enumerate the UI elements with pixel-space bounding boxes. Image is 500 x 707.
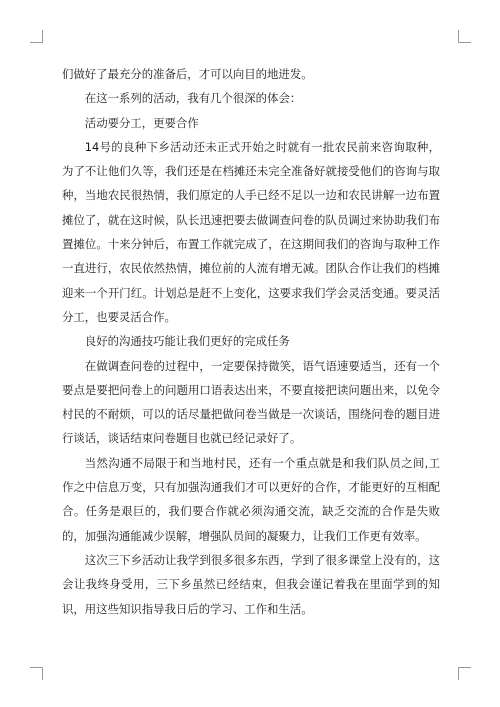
paragraph-teamwork: 14号的良种下乡活动还未正式开始之时就有一批农民前来咨询取种，为了不让他们久等，我们还是在档摊还未完全准备好就接受他们的咨询与取种，当地农民很热情，我们原定的人手已经不足以一边和农民讲解一边布置摊位了，就在这时候，队长迅速把要去做调查问卷的队员调过来协助我们布置摊位。十来分钟后，布置工作就完成了，在这期间我们的咨询与取种工作一直进行，农民依然热情，摊位前的人流有增无减。团队合作让我们的档摊迎来一个开门红。计划总是赶不上变化，这要求我们学会灵活变通。要灵活分工，也要灵活合作。 <box>62 139 440 324</box>
crop-mark-top-left <box>30 30 43 43</box>
crop-mark-top-right <box>458 30 471 43</box>
crop-mark-bottom-right <box>458 667 471 680</box>
paragraph-survey: 在做调查问卷的过程中，一定要保持微笑，语气语速要适当，还有一个要点是要把问卷上的问题用口语表达出来，不要直接把读问题出来，以免令村民的不耐烦，可以的话尽量把做问卷当做是一次谈话，围绕问卷的题目进行谈话，谈话结束问卷题目也就已经记录好了。 <box>62 358 440 446</box>
paragraph-continuation: 们做好了最充分的准备后，才可以向目的地进发。 <box>62 67 313 81</box>
paragraph-conclusion: 这次三下乡活动让我学到很多很多东西，学到了很多课堂上没有的，这会让我终身受用，三下乡虽然已经结束，但我会谨记着我在里面学到的知识，用这些知识指导我日后的学习、工作和生活。 <box>62 552 440 616</box>
section-heading-communication: 良好的沟通技巧能让我们更好的完成任务 <box>84 334 290 349</box>
paragraph-intro: 在这一系列的活动，我有几个很深的体会： <box>84 91 302 106</box>
crop-mark-bottom-left <box>30 667 43 680</box>
section-heading-teamwork: 活动要分工，更要合作 <box>84 115 199 130</box>
document-body <box>62 62 440 621</box>
paragraph-team-communication: 当然沟通不局限于和当地村民，还有一个重点就是和我们队员之间,工作之中信息万变，只有加强沟通我们才可以更好的合作，才能更好的互相配合。任务是艰巨的，我们要合作就必须沟通交流，缺乏交流的合作是失败的，加强沟通能减少误解，增强队员间的凝聚力，让我们工作更有效率。 <box>62 455 440 543</box>
